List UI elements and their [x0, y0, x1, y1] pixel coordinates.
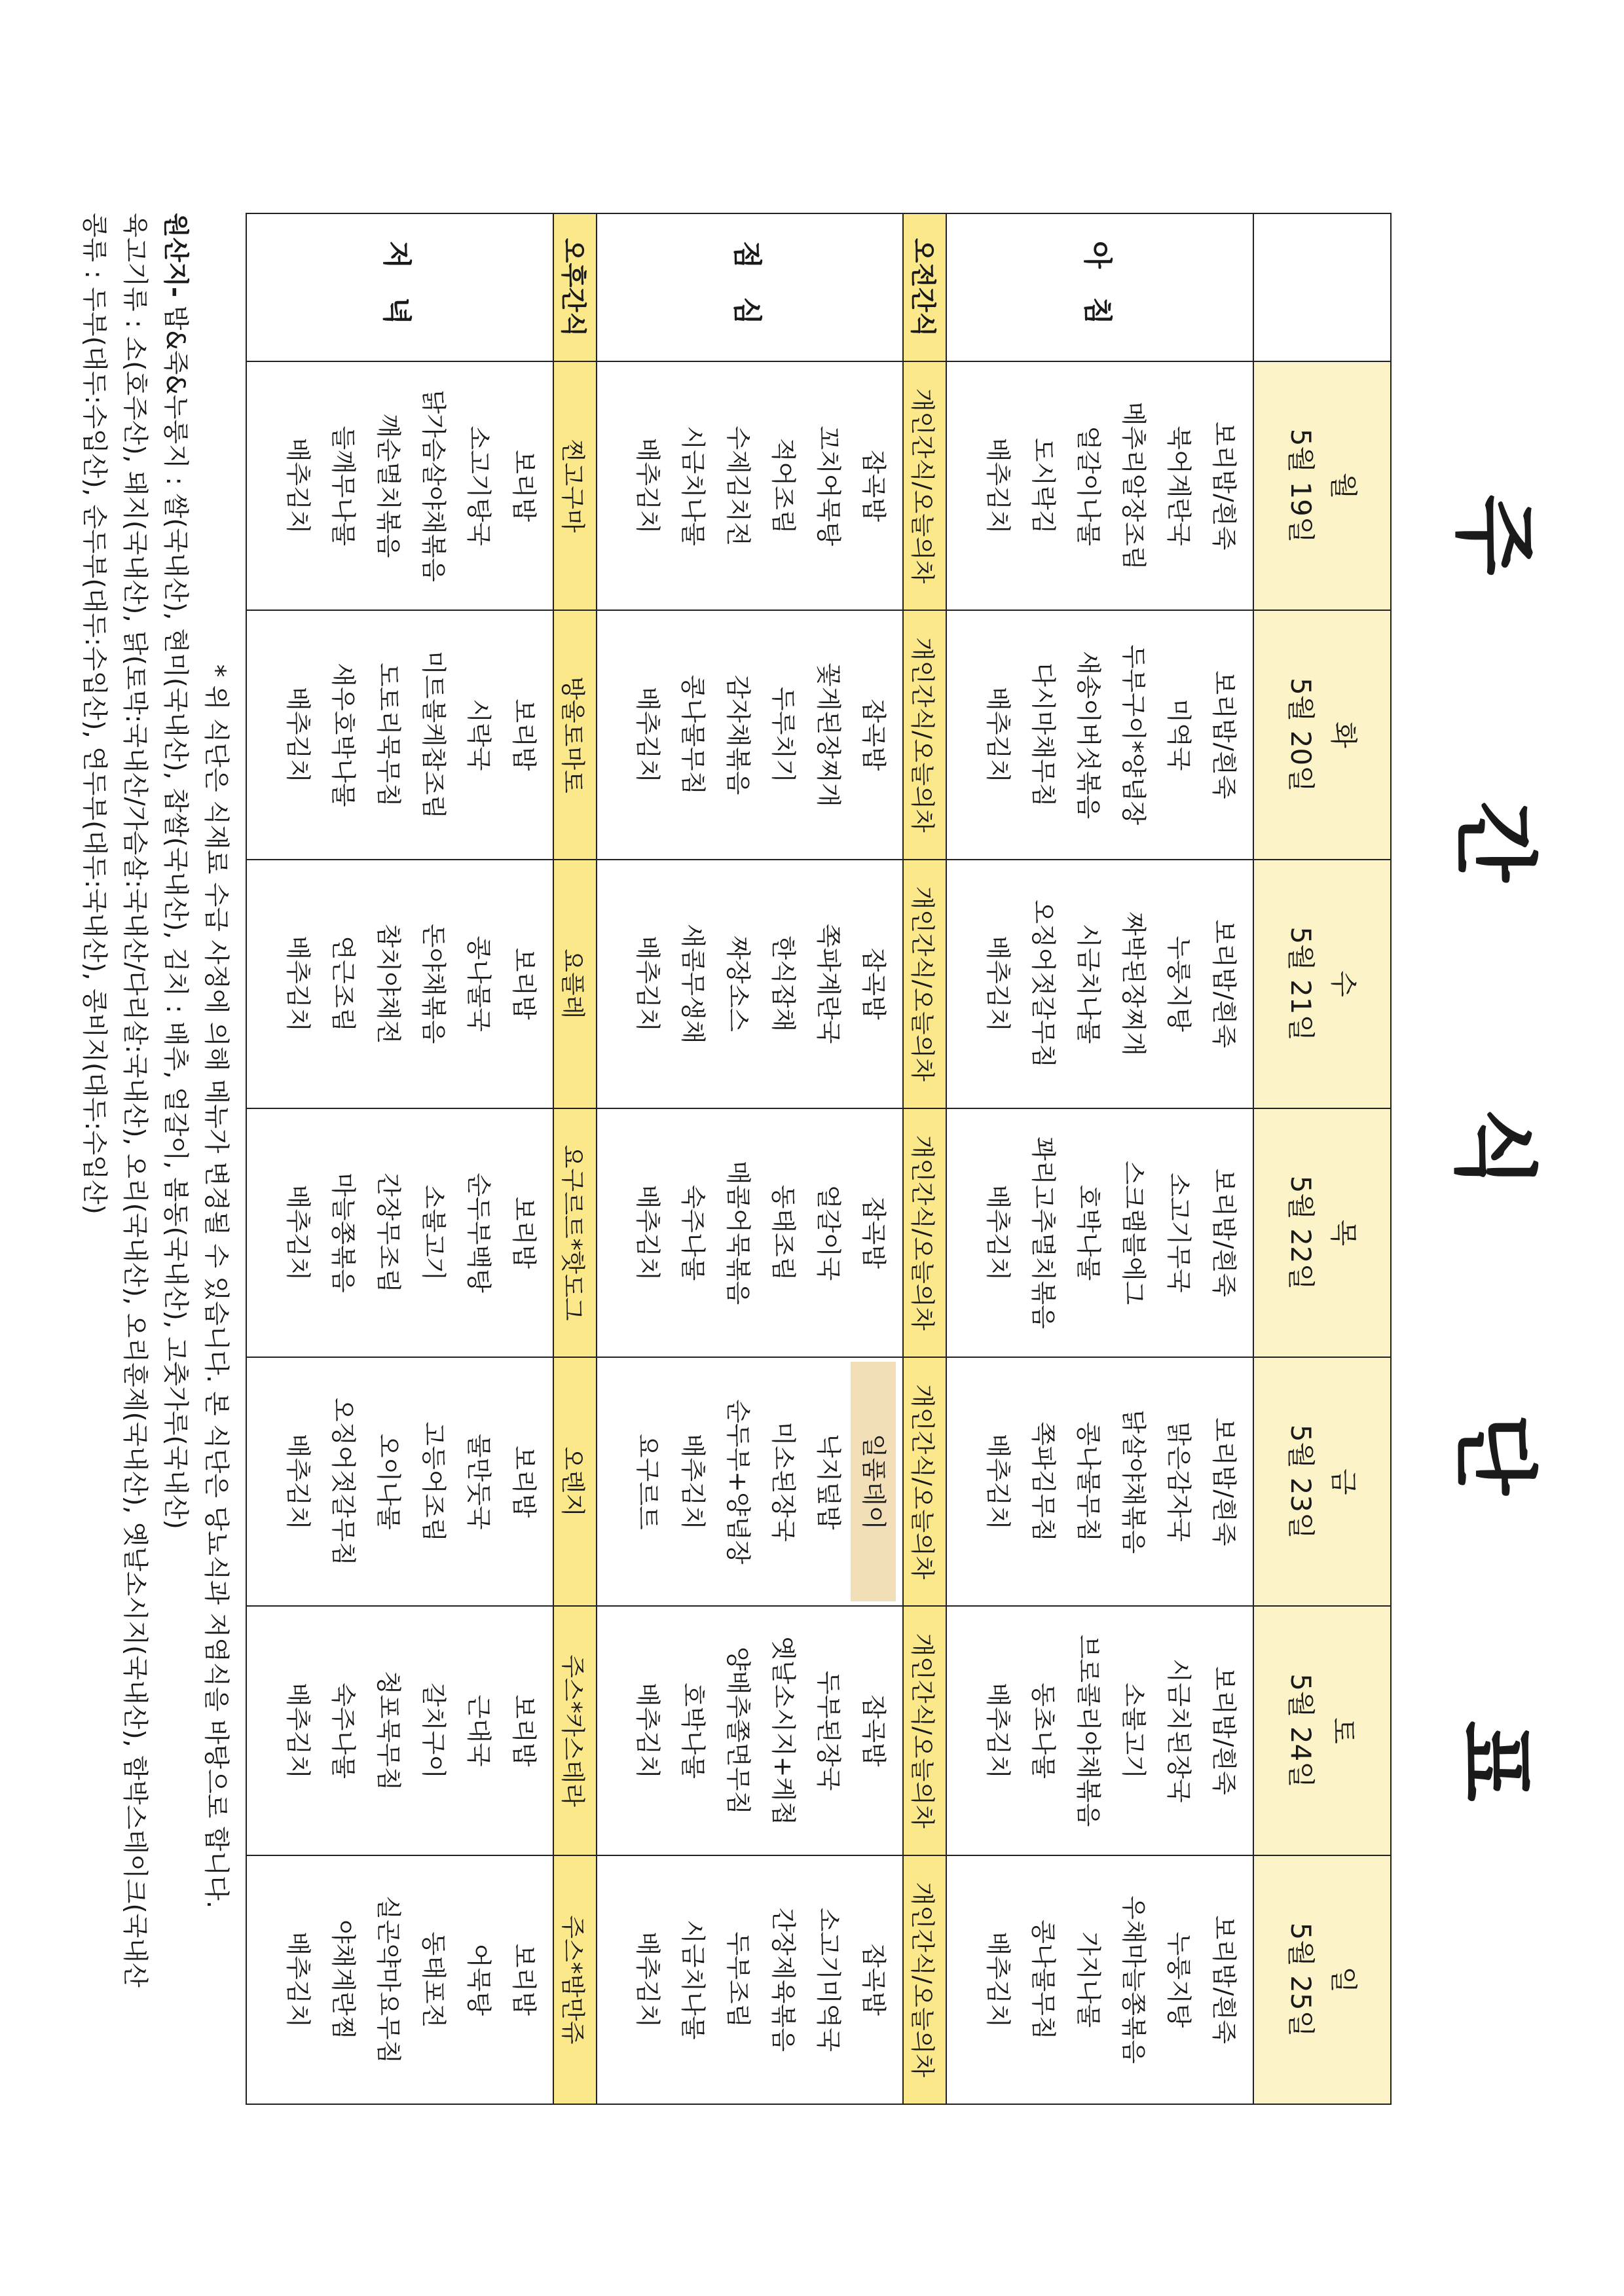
menu-item: 옛날소시지+케첩 — [769, 1636, 798, 1825]
menu-cell — [946, 1357, 1253, 1606]
date-label: 5월 20일 — [1285, 678, 1317, 792]
menu-cell — [946, 1855, 1253, 2104]
menu-item: 참치야채전 — [373, 923, 403, 1044]
menu-item: 새우호박나물 — [328, 663, 358, 807]
menu-item: 배추김치 — [633, 687, 663, 783]
day-header — [1253, 860, 1391, 1108]
menu-item: 두부조림 — [724, 1931, 753, 2028]
snack-cell: 요구르트*핫도그 — [553, 1108, 597, 1357]
date-label: 5월 25일 — [1285, 1922, 1317, 2037]
menu-item: 들깨무나물 — [328, 426, 358, 546]
menu-item: 콩나물무침 — [1029, 1920, 1058, 2040]
menu-item: 소불고기 — [1119, 1683, 1148, 1779]
menu-item: 보리밥 — [509, 947, 538, 1020]
menu-item: 보리밥 — [509, 1694, 538, 1767]
menu-item: 새송이버섯볶음 — [1074, 650, 1103, 819]
snack-cell: 요플레 — [553, 860, 597, 1108]
menu-item: 쪽파계란국 — [814, 923, 843, 1044]
menu-item: 배추김치 — [984, 437, 1012, 534]
menu-cell — [946, 610, 1253, 859]
menu-item: 배추김치 — [984, 1931, 1012, 2028]
menu-item: 미역국 — [1164, 699, 1193, 771]
menu-cell — [597, 610, 904, 859]
menu-cell — [946, 361, 1253, 610]
menu-item: 보리밥/흰죽 — [1209, 1666, 1238, 1795]
menu-item: 한식잡채 — [769, 936, 798, 1032]
menu-item: 매콤어묵볶음 — [724, 1160, 753, 1305]
menu-item: 시금치나물 — [678, 1920, 708, 2040]
menu-item: 배추김치 — [633, 1931, 663, 2028]
snack-cell: 개인간식/오늘의차 — [903, 1606, 946, 1855]
menu-item: 순두부+양념장 — [724, 1399, 753, 1565]
menu-cell — [246, 361, 553, 610]
menu-item: 보리밥/흰죽 — [1209, 1915, 1238, 2045]
menu-item: 배추김치 — [984, 687, 1012, 783]
snack-cell: 개인간식/오늘의차 — [903, 610, 946, 859]
menu-item: 배추김치 — [283, 936, 312, 1032]
menu-item: 짜박된장찌개 — [1119, 911, 1148, 1056]
meal-label: 오후간식 — [553, 213, 597, 361]
menu-item: 소고기탕국 — [464, 426, 493, 546]
menu-item: 배추김치 — [633, 437, 663, 534]
weekday-label: 금 — [1327, 1468, 1360, 1495]
menu-item: 보리밥/흰죽 — [1209, 670, 1238, 799]
menu-item: 콩나물무침 — [678, 674, 708, 795]
menu-item: 순두부백탕 — [464, 1173, 493, 1293]
meal-label: 저 녁 — [246, 213, 553, 361]
weekday-label: 토 — [1327, 1717, 1360, 1744]
menu-cell — [946, 1108, 1253, 1357]
menu-item: 배추김치 — [984, 936, 1012, 1032]
menu-item: 오징어젓갈무침 — [328, 1397, 358, 1566]
morning-snack-row — [903, 213, 946, 2104]
date-label: 5월 22일 — [1285, 1175, 1317, 1290]
menu-item: 얼갈이국 — [814, 1184, 843, 1281]
snack-cell: 개인간식/오늘의차 — [903, 860, 946, 1108]
menu-item: 맑은감자국 — [1164, 1421, 1193, 1542]
menu-item: 오징어젓갈무침 — [1029, 900, 1058, 1068]
footnotes — [73, 213, 236, 2242]
menu-item: 배추김치 — [984, 1683, 1012, 1779]
menu-item: 갈치구이 — [418, 1683, 448, 1779]
menu-item: 두부구이*양념장 — [1119, 644, 1148, 826]
highlighted-menu-item: 일품데이 — [851, 1362, 896, 1601]
menu-item: 숙주나물 — [328, 1683, 358, 1779]
menu-item: 잡곡밥 — [859, 1196, 889, 1269]
origin-line — [155, 213, 195, 2242]
day-header — [1253, 1357, 1391, 1606]
menu-cell — [597, 860, 904, 1108]
weekday-label: 화 — [1327, 721, 1360, 748]
menu-item: 돈야채볶음 — [418, 923, 448, 1044]
menu-item: 보리밥 — [509, 1196, 538, 1269]
menu-item: 시금치나물 — [678, 426, 708, 546]
menu-item: 동초나물 — [1029, 1683, 1058, 1779]
menu-item: 잡곡밥 — [859, 947, 889, 1020]
menu-cell — [946, 1606, 1253, 1855]
menu-item: 고등어조림 — [418, 1421, 448, 1542]
origin-rice-kimchi: 밥&죽&누룽지 : 쌀(국내산), 현미(국내산), 찹쌀(국내산), 김치 : 배추, 얼갈이, 봄동(국내산), 고춧가루(국내산) — [160, 305, 190, 1529]
menu-item: 동태포전 — [418, 1931, 448, 2028]
menu-item: 배추김치 — [984, 1184, 1012, 1281]
menu-item: 적어조림 — [769, 437, 798, 534]
snack-cell: 개인간식/오늘의차 — [903, 361, 946, 610]
menu-item: 누룽지탕 — [1164, 936, 1193, 1032]
snack-cell: 방울토마토 — [553, 610, 597, 859]
menu-item: 수제김치전 — [724, 426, 753, 546]
snack-cell: 주스*카스테라 — [553, 1606, 597, 1855]
menu-item: 배추김치 — [633, 1683, 663, 1779]
page-title: 주 간 식 단 표 — [1445, 494, 1543, 1900]
menu-item: 보리밥/흰죽 — [1209, 421, 1238, 551]
menu-item: 잡곡밥 — [859, 1694, 889, 1767]
menu-item: 브로콜리야채볶음 — [1074, 1634, 1103, 1827]
menu-item: 마늘쫑볶음 — [328, 1173, 358, 1293]
menu-cell — [597, 1108, 904, 1357]
day-header — [1253, 610, 1391, 859]
menu-item: 보리밥/흰죽 — [1209, 1168, 1238, 1298]
menu-item: 우채마늘쫑볶음 — [1119, 1895, 1148, 2064]
menu-item: 배추김치 — [283, 1184, 312, 1281]
menu-item: 양배추쫄면무침 — [724, 1647, 753, 1815]
menu-item: 쪽파김무침 — [1029, 1421, 1058, 1542]
meal-label: 아 침 — [946, 213, 1253, 361]
snack-cell: 개인간식/오늘의차 — [903, 1855, 946, 2104]
menu-item: 깨순멸치볶음 — [373, 414, 403, 558]
menu-item: 스크램블에그 — [1119, 1160, 1148, 1305]
menu-item: 닭살야채볶음 — [1119, 1410, 1148, 1554]
menu-item: 도시락김 — [1029, 437, 1058, 534]
menu-item: 시금치된장국 — [1164, 1658, 1193, 1803]
day-header — [1253, 1606, 1391, 1855]
breakfast-row — [946, 213, 1253, 2104]
origin-meat: 육고기류 : 소(호주산), 돼지(국내산), 닭(토막:국내산/가슴살:국내산/다리살:국내산), 오리(국내산), 오리훈제(국내산), 옛날소시지(국내산), 함박스테이크(국내산 — [120, 213, 149, 1988]
header-corner — [1253, 213, 1391, 361]
menu-item: 감자채볶음 — [724, 674, 753, 795]
menu-item: 두부된장국 — [814, 1670, 843, 1791]
menu-item: 배추김치 — [633, 936, 663, 1032]
menu-item: 도토리묵무침 — [373, 663, 403, 807]
weekly-menu-table — [246, 213, 1392, 2105]
weekday-label: 수 — [1327, 970, 1360, 997]
meal-label: 오전간식 — [903, 213, 946, 361]
menu-item: 북어계란국 — [1164, 426, 1193, 546]
menu-item: 배추김치 — [283, 1433, 312, 1530]
menu-item: 숙주나물 — [678, 1184, 708, 1281]
menu-item: 요구르트 — [633, 1433, 663, 1530]
menu-item: 오이나물 — [373, 1433, 403, 1530]
menu-item: 시금치나물 — [1074, 923, 1103, 1044]
menu-item: 닭가슴살야채볶음 — [418, 390, 448, 582]
day-header — [1253, 361, 1391, 610]
menu-item: 어묵탕 — [464, 1943, 493, 2016]
menu-item: 연근조림 — [328, 936, 358, 1032]
menu-item: 두루치기 — [769, 687, 798, 783]
menu-item: 보리밥 — [509, 450, 538, 522]
menu-item: 잡곡밥 — [859, 450, 889, 522]
menu-item: 꼬치어묵탕 — [814, 426, 843, 546]
menu-item: 잡곡밥 — [859, 699, 889, 771]
menu-cell — [946, 860, 1253, 1108]
menu-item: 야채계란찜 — [328, 1920, 358, 2040]
menu-item: 시락국 — [464, 699, 493, 771]
menu-item: 꽈리고추멸치볶음 — [1029, 1137, 1058, 1329]
menu-item: 배추김치 — [283, 1683, 312, 1779]
menu-cell — [246, 1108, 553, 1357]
menu-body — [246, 213, 1253, 2104]
menu-item: 미트볼케찹조림 — [418, 650, 448, 819]
menu-item: 짜장소스 — [724, 936, 753, 1032]
disclaimer-note: * 위 식단은 식재료 수급 사정에 의해 메뉴가 변경될 수 있습니다. 본 식단은 당뇨식과 저염식을 바탕으로 합니다. — [201, 664, 231, 1909]
menu-item: 잡곡밥 — [859, 1943, 889, 2016]
menu-item: 배추김치 — [283, 1931, 312, 2028]
menu-item: 낙지덮밥 — [814, 1433, 843, 1530]
afternoon-snack-row — [553, 213, 597, 2104]
menu-cell — [597, 1855, 904, 2104]
menu-item: 소불고기 — [418, 1184, 448, 1281]
weekday-label: 일 — [1327, 1966, 1360, 1994]
snack-cell: 오렌지 — [553, 1357, 597, 1606]
menu-item: 새콤무생채 — [678, 923, 708, 1044]
menu-cell — [246, 610, 553, 859]
menu-item: 배추김치 — [283, 687, 312, 783]
menu-item: 꽃게된장찌개 — [814, 663, 843, 807]
menu-cell — [246, 1606, 553, 1855]
menu-item: 간장제육볶음 — [769, 1907, 798, 2052]
menu-item: 보리밥/흰죽 — [1209, 1417, 1238, 1546]
menu-item: 보리밥 — [509, 1943, 538, 2016]
menu-item: 메추리알장조림 — [1119, 401, 1148, 570]
menu-item: 소고기미역국 — [814, 1907, 843, 2052]
menu-item: 가지나물 — [1074, 1931, 1103, 2028]
menu-item: 보리밥/흰죽 — [1209, 919, 1238, 1048]
menu-item: 누룽지탕 — [1164, 1931, 1193, 2028]
lunch-row — [597, 213, 904, 2104]
menu-item: 배추김치 — [984, 1433, 1012, 1530]
snack-cell: 주스*밤만쥬 — [553, 1855, 597, 2104]
menu-item: 보리밥 — [509, 699, 538, 771]
menu-item: 간장무조림 — [373, 1173, 403, 1293]
menu-item: 미소된장국 — [769, 1421, 798, 1542]
menu-item: 배추김치 — [283, 437, 312, 534]
date-label: 5월 24일 — [1285, 1673, 1317, 1788]
day-header — [1253, 1108, 1391, 1357]
menu-cell — [597, 1606, 904, 1855]
menu-item: 소고기무국 — [1164, 1173, 1193, 1293]
menu-item: 보리밥 — [509, 1446, 538, 1518]
day-header — [1253, 1855, 1391, 2104]
date-label: 5월 21일 — [1285, 926, 1317, 1042]
menu-item: 콩나물무침 — [1074, 1421, 1103, 1542]
menu-cell — [246, 1357, 553, 1606]
origin-label: 원산지- — [160, 213, 190, 298]
snack-cell: 개인간식/오늘의차 — [903, 1357, 946, 1606]
menu-cell — [597, 361, 904, 610]
menu-item: 콩나물국 — [464, 936, 493, 1032]
menu-cell — [246, 860, 553, 1108]
dinner-row — [246, 213, 553, 2104]
menu-item: 배추김치 — [633, 1184, 663, 1281]
menu-item: 청포묵무침 — [373, 1670, 403, 1791]
snack-cell: 찐고구마 — [553, 361, 597, 610]
menu-cell — [246, 1855, 553, 2104]
menu-item: 동태조림 — [769, 1184, 798, 1281]
origin-beans: 콩류 : 두부(대두:수입산), 순두부(대두:수입산), 연두부(대두:국내산), 콩비지(대두:수입산) — [79, 213, 109, 1214]
snack-cell: 개인간식/오늘의차 — [903, 1108, 946, 1357]
header-row — [1253, 213, 1391, 2104]
menu-item: 얼갈이나물 — [1074, 426, 1103, 546]
menu-cell — [597, 1357, 904, 1606]
menu-item: 호박나물 — [678, 1683, 708, 1779]
menu-item: 물만둣국 — [464, 1433, 493, 1530]
menu-item: 호박나물 — [1074, 1184, 1103, 1281]
menu-item: 실곤약마요무침 — [373, 1895, 403, 2064]
weekday-label: 월 — [1327, 472, 1360, 500]
meal-label: 점 심 — [597, 213, 904, 361]
date-label: 5월 23일 — [1285, 1424, 1317, 1539]
menu-item: 배추김치 — [678, 1433, 708, 1530]
menu-item: 근대국 — [464, 1694, 493, 1767]
date-label: 5월 19일 — [1285, 428, 1317, 543]
menu-item: 다시마채무침 — [1029, 663, 1058, 807]
weekday-label: 목 — [1327, 1219, 1360, 1247]
